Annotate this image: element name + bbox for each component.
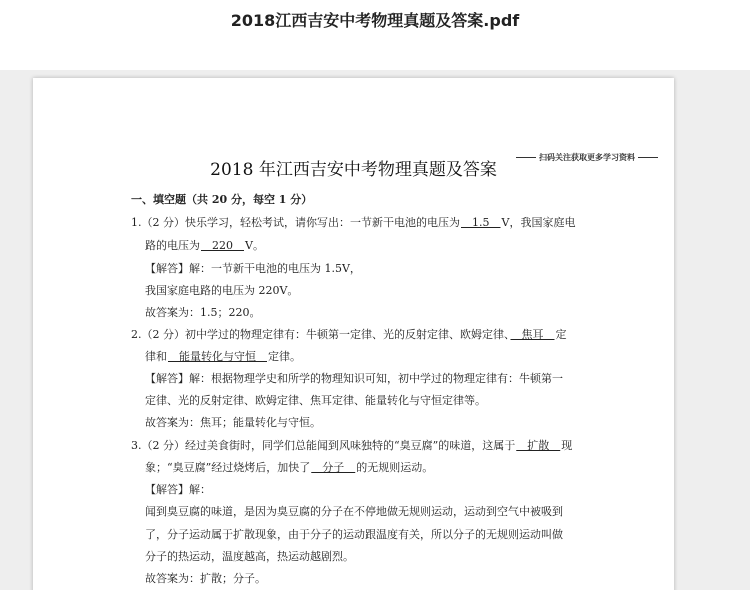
q3-answer-1: 扩散 <box>516 439 561 452</box>
q1-answer-2: 220 <box>201 239 244 252</box>
q2-text-a: 2.（2 分）初中学过的物理定律有：牛顿第一定律、光的反射定律、欧姆定律、 <box>131 328 510 341</box>
viewer-header <box>0 0 750 70</box>
question-2-line-2 <box>145 348 301 364</box>
q2-solution-1: 【解答】解：根据物理学史和所学的物理知识可知，初中学过的物理定律有：牛顿第一 <box>145 372 563 385</box>
q1-solution-2: 我国家庭电路的电压为 220V。 <box>145 284 299 297</box>
q3-solution-2: 了，分子运动属于扩散现象，由于分子的运动跟温度有关，所以分子的无规则运动叫做 <box>145 528 563 541</box>
q2-text-c: 律和 <box>145 350 167 363</box>
q3-text-b: 现 <box>561 439 573 452</box>
q1-text-b: V，我国家庭电 <box>501 216 576 229</box>
q1-answer-1: 1.5 <box>461 216 501 229</box>
watermark-text: 扫码关注获取更多学习资料 <box>539 153 635 162</box>
q1-text-a: 1.（2 分）快乐学习，轻松考试，请你写出：一节新干电池的电压为 <box>131 216 460 229</box>
q2-text-b: 定 <box>555 328 567 341</box>
q3-answer-2: 分子 <box>311 461 356 474</box>
q2-solution-2: 定律、光的反射定律、欧姆定律、焦耳定律、能量转化与守恒定律等。 <box>145 394 486 407</box>
q2-answer-2: 能量转化与守恒 <box>168 350 267 363</box>
question-3-line-1 <box>131 437 572 453</box>
q3-text-a: 3.（2 分）经过美食街时，同学们总能闻到风味独特的“臭豆腐”的味道，这属于 <box>131 439 516 452</box>
document-page <box>33 78 674 590</box>
question-3-line-2 <box>145 459 433 475</box>
q1-solution-1: 【解答】解：一节新干电池的电压为 1.5V， <box>145 262 361 275</box>
section-heading: 一、填空题（共 20 分，每空 1 分） <box>131 193 313 206</box>
q3-solution-3: 分子的热运动，温度越高，热运动越剧烈。 <box>145 550 354 563</box>
question-1-line-1 <box>131 214 575 230</box>
file-title: 2018江西吉安中考物理真题及答案.pdf <box>230 11 520 30</box>
q3-solution-heading: 【解答】解： <box>145 483 211 496</box>
q1-text-c: 路的电压为 <box>145 239 200 252</box>
q2-answer-1: 焦耳 <box>510 328 555 341</box>
q3-solution-1: 闻到臭豆腐的味道，是因为臭豆腐的分子在不停地做无规则运动，运动到空气中被吸到 <box>145 505 563 518</box>
question-2-line-1 <box>131 326 567 342</box>
q2-text-d: 定律。 <box>268 350 301 363</box>
q2-final-answer: 故答案为：焦耳；能量转化与守恒。 <box>145 416 321 429</box>
q3-final-answer: 故答案为：扩散；分子。 <box>145 572 266 585</box>
q3-text-c: 象；“臭豆腐”经过烧烤后，加快了 <box>145 461 311 474</box>
q1-final-answer: 故答案为：1.5；220。 <box>145 306 261 319</box>
question-1-line-2 <box>145 237 264 253</box>
document-title: 2018 年江西吉安中考物理真题及答案 <box>210 160 497 180</box>
q3-text-d: 的无规则运动。 <box>356 461 434 474</box>
q1-text-d: V。 <box>245 239 264 252</box>
